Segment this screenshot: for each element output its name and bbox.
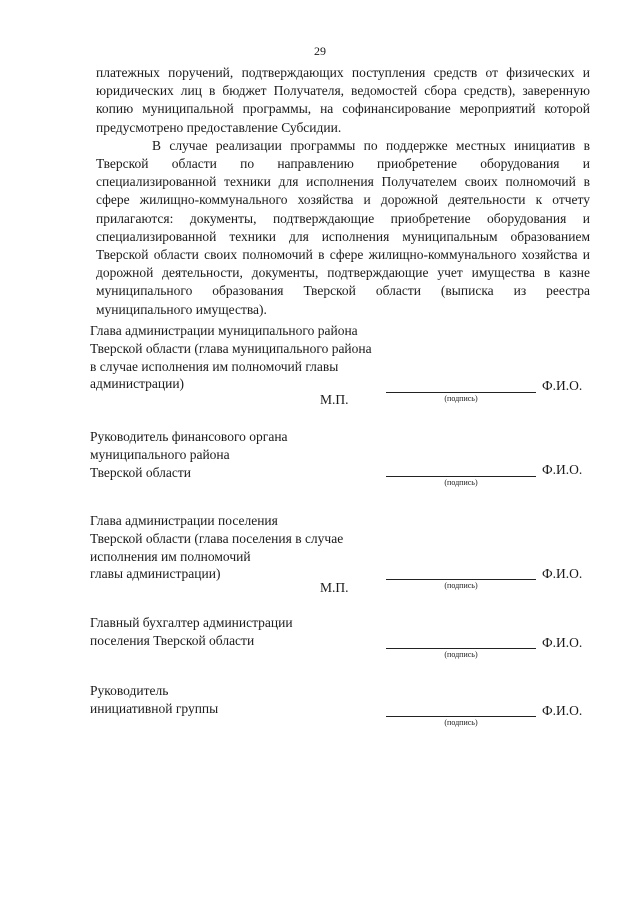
signature-fio: Ф.И.О.	[542, 635, 583, 650]
signature-title: Руководитель инициативной группы	[90, 683, 219, 716]
paragraph-continuation: платежных поручений, подтверждающих поступления средств от физических и юридических лиц в бюджет Получателя, ведомостей сбора средств), заверенную копию муниципальной программы, на софинансирование мероприятий которой предусмотрено предоставление Субсидии.	[96, 65, 590, 135]
signature-fio: Ф.И.О.	[542, 566, 583, 581]
body-text	[96, 64, 590, 319]
signature-line	[386, 648, 536, 649]
signature-line	[386, 716, 536, 717]
signature-line	[386, 579, 536, 580]
signature-caption: (подпись)	[444, 394, 478, 403]
signature-title: Глава администрации муниципального района Тверской области (глава муниципального района в случае исполнения им полномочий главы администрации)	[90, 323, 372, 392]
signature-caption: (подпись)	[444, 718, 478, 727]
stamp-place: М.П.	[320, 392, 349, 407]
signature-fio: Ф.И.О.	[542, 378, 583, 393]
signature-caption: (подпись)	[444, 650, 478, 659]
signature-fio: Ф.И.О.	[542, 462, 583, 477]
page-number: 29	[314, 44, 326, 58]
signature-caption: (подпись)	[444, 581, 478, 590]
signature-line	[386, 392, 536, 393]
signature-line	[386, 476, 536, 477]
signature-title: Руководитель финансового органа муниципального района Тверской области	[90, 429, 288, 480]
stamp-place: М.П.	[320, 580, 349, 595]
signature-fio: Ф.И.О.	[542, 703, 583, 718]
signature-title: Главный бухгалтер администрации поселения Тверской области	[90, 615, 293, 648]
paragraph-equipment-report: В случае реализации программы по поддержке местных инициатив в Тверской области по направлению приобретение оборудования и специализированной техники для исполнения Получателем своих полномочий в сфере жилищно-коммунального хозяйства и дорожной деятельности к отчету прилагаются: документы, подтверждающие приобретение оборудования и специализированной техники для исполнения муниципальным образованием Тверской области своих полномочий в сфере жилищно-коммунального хозяйства и дорожной деятельности, документы, подтверждающие учет имущества в казне муниципального образования Тверской области (выписка из реестра муниципального имущества).	[96, 137, 590, 317]
signature-caption: (подпись)	[444, 478, 478, 487]
signature-title: Глава администрации поселения Тверской области (глава поселения в случае исполнения им полномочий главы администрации)	[90, 513, 344, 582]
